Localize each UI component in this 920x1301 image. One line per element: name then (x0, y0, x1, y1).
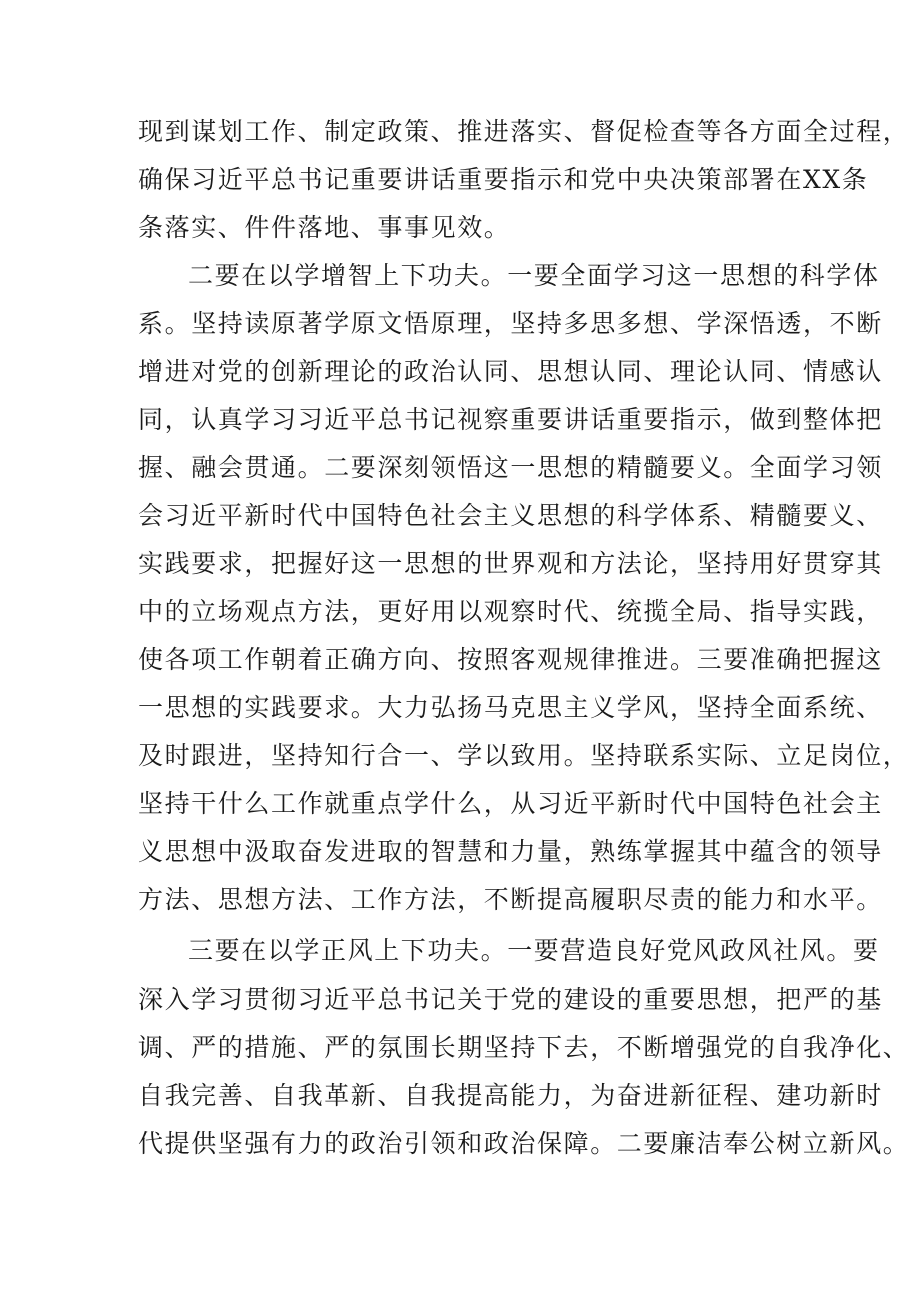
text-line: 实践要求，把握好这一思想的世界观和方法论，坚持用好贯穿其 (138, 549, 883, 578)
text-line: 使各项工作朝着正确方向、按照客观规律推进。三要准确把握这 (138, 645, 883, 674)
text-line: 中的立场观点方法，更好用以观察时代、统揽全局、指导实践， (138, 597, 883, 626)
text-line: 坚持干什么工作就重点学什么，从习近平新时代中国特色社会主 (138, 789, 883, 818)
text-line: 握、融会贯通。二要深刻领悟这一思想的精髓要义。全面学习领 (138, 453, 883, 482)
text-line: 系。坚持读原著学原文悟原理，坚持多思多想、学深悟透，不断 (138, 309, 883, 338)
text-line: 义思想中汲取奋发进取的智慧和力量，熟练掌握其中蕴含的领导 (138, 837, 883, 866)
text-line: 增进对党的创新理论的政治认同、思想认同、理论认同、情感认 (138, 357, 883, 386)
text-line: 自我完善、自我革新、自我提高能力，为奋进新征程、建功新时 (138, 1081, 883, 1110)
text-line: 代提供坚强有力的政治引领和政治保障。二要廉洁奉公树立新风。 (138, 1129, 910, 1158)
text-line: 条落实、件件落地、事事见效。 (138, 213, 511, 242)
paragraph-start-line: 二要在以学增智上下功夫。一要全面学习这一思想的科学体 (188, 261, 880, 290)
text-line: 同，认真学习习近平总书记视察重要讲话重要指示，做到整体把 (138, 405, 883, 434)
text-line: 确保习近平总书记重要讲话重要指示和党中央决策部署在XX条 (138, 165, 869, 194)
paragraph-start-line: 三要在以学正风上下功夫。一要营造良好党风政风社风。要 (188, 936, 880, 965)
text-line: 及时跟进，坚持知行合一、学以致用。坚持联系实际、立足岗位， (138, 741, 910, 770)
text-line: 一思想的实践要求。大力弘扬马克思主义学风，坚持全面系统、 (138, 693, 883, 722)
text-line: 调、严的措施、严的氛围长期坚持下去，不断增强党的自我净化、 (138, 1033, 910, 1062)
text-line: 会习近平新时代中国特色社会主义思想的科学体系、精髓要义、 (138, 501, 883, 530)
text-line: 现到谋划工作、制定政策、推进落实、督促检查等各方面全过程， (138, 117, 910, 146)
text-line: 方法、思想方法、工作方法，不断提高履职尽责的能力和水平。 (138, 885, 883, 914)
text-line: 深入学习贯彻习近平总书记关于党的建设的重要思想，把严的基 (138, 985, 883, 1014)
